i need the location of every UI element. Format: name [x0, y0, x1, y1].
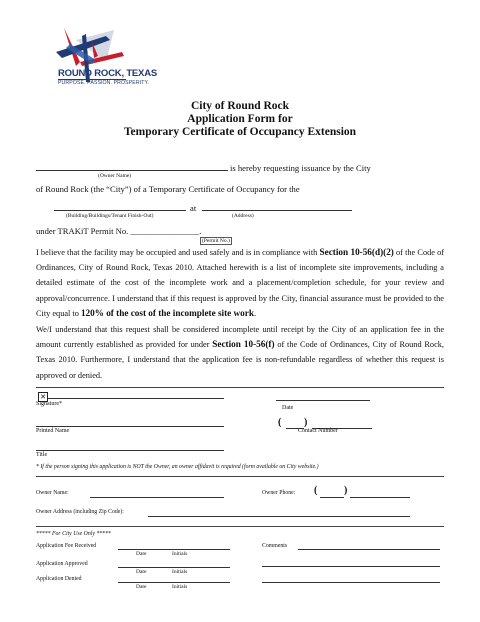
- comments-line-3[interactable]: [262, 582, 440, 583]
- owner-name-line[interactable]: [36, 170, 228, 171]
- fee-received-field[interactable]: [118, 549, 230, 550]
- owner-name-caption: (Owner Name): [98, 173, 132, 179]
- comments-label: Comments: [262, 543, 288, 549]
- owner-affidavit-footnote: * If the person signing this application is NOT the Owner, an owner affidavit is required (form available on City website.): [36, 464, 319, 470]
- fee-text-a: We/I understand that this request shall be considered incomplete until receipt by the City of an application fee in the amount currently established as provided for under: [36, 325, 444, 350]
- building-line[interactable]: [54, 210, 186, 211]
- compliance-text-e: .: [253, 308, 257, 318]
- date-label: Date: [282, 405, 294, 411]
- title-line-2: Application Form for: [187, 113, 293, 125]
- contact-phone-close: ): [304, 417, 308, 428]
- title-line-3: Temporary Certificate of Occupancy Extension: [123, 126, 357, 138]
- owner-phone-label: Owner Phone:: [262, 490, 296, 496]
- title-line[interactable]: [36, 450, 224, 451]
- owner-phone-open: (: [314, 485, 318, 496]
- approved-initials-caption: Initials: [172, 569, 188, 575]
- owner-area-code-field[interactable]: [320, 497, 344, 498]
- signature-line[interactable]: [48, 398, 224, 399]
- trakit-permit-text: under TRAKiT Permit No. ________________.: [36, 226, 202, 236]
- section-ref-1: Section 10-56(d)(2): [319, 247, 394, 257]
- approved-date-caption: Date: [136, 569, 147, 575]
- of-round-rock-text: of Round Rock (the “City”) of a Temporary Certificate of Occupancy for the: [36, 184, 300, 194]
- building-caption: (Building/Buildings/Tenant Finish-Out): [66, 213, 154, 219]
- round-rock-logo: [36, 22, 146, 100]
- section-ref-2: Section 10-56(f): [212, 339, 275, 350]
- date-line[interactable]: [276, 400, 370, 401]
- denied-initials-caption: Initials: [172, 584, 188, 590]
- owner-name-label: Owner Name:: [36, 490, 69, 496]
- fee-received-label: Application Fee Received: [36, 543, 97, 549]
- section-divider-2: [36, 476, 444, 477]
- comments-line-1[interactable]: [298, 549, 440, 550]
- contact-number-label: Contact Number: [298, 428, 338, 434]
- owner-address-label: Owner Address (including Zip Code):: [36, 509, 124, 515]
- address-caption: (Address): [232, 213, 254, 219]
- logo-name: ROUND ROCK, TEXAS: [58, 68, 157, 79]
- fee-paragraph: [36, 322, 444, 383]
- owner-phone-field[interactable]: [350, 497, 410, 498]
- at-text: at: [190, 203, 197, 213]
- address-line[interactable]: [202, 210, 352, 211]
- signature-label: Signature*: [36, 401, 62, 407]
- denied-label: Application Denied: [36, 576, 82, 582]
- title-line-1: City of Round Rock: [190, 100, 290, 112]
- comments-line-2[interactable]: [262, 566, 440, 567]
- owner-phone-close: ): [344, 485, 348, 496]
- approved-label: Application Approved: [36, 561, 88, 567]
- fee-text-c: of the Code of Ordinances, City of Round Rock, Texas 2010. Furthermore, I understand that the application fee is non-refundable regardless of whether this request is approved or denied.: [36, 340, 444, 380]
- approved-field[interactable]: [118, 567, 230, 568]
- requesting-text: is hereby requesting issuance by the City: [230, 163, 371, 173]
- logo-tagline: PURPOSE. PASSION. PROSPERITY.: [58, 80, 149, 86]
- denied-field[interactable]: [118, 582, 230, 583]
- permit-caption: (Permit No.): [202, 238, 230, 244]
- compliance-text-c: of the Code of Ordinances, City of Round Rock, Texas 2010. Attached herewith is a list of incomplete site improvements, including a detailed estimate of the cost of the incomplete work and a placement/completion schedule, for your review and approval/concurrence. I understand that if this request is approved by the City, financial assurance must be provided to the City equal to: [36, 248, 445, 318]
- city-use-header: ***** For City Use Only *****: [36, 531, 111, 537]
- assurance-amount: 120% of the cost of the incomplete site work: [80, 307, 254, 318]
- sign-here-x-icon: ✕: [38, 392, 48, 402]
- contact-phone-open: (: [278, 417, 282, 428]
- compliance-text-a: I believe that the facility may be occupied and used safely and is in compliance with: [36, 248, 320, 257]
- owner-name-field[interactable]: [90, 497, 224, 498]
- fee-date-caption: Date: [136, 551, 147, 557]
- fee-initials-caption: Initials: [172, 551, 188, 557]
- section-divider-3: [36, 526, 444, 527]
- section-divider-1: [36, 387, 444, 388]
- printed-name-line[interactable]: [36, 426, 224, 427]
- denied-date-caption: Date: [136, 584, 147, 590]
- printed-name-label: Printed Name: [36, 428, 70, 434]
- title-label: Title: [36, 452, 48, 458]
- compliance-paragraph: [36, 245, 444, 321]
- owner-address-field[interactable]: [148, 516, 410, 517]
